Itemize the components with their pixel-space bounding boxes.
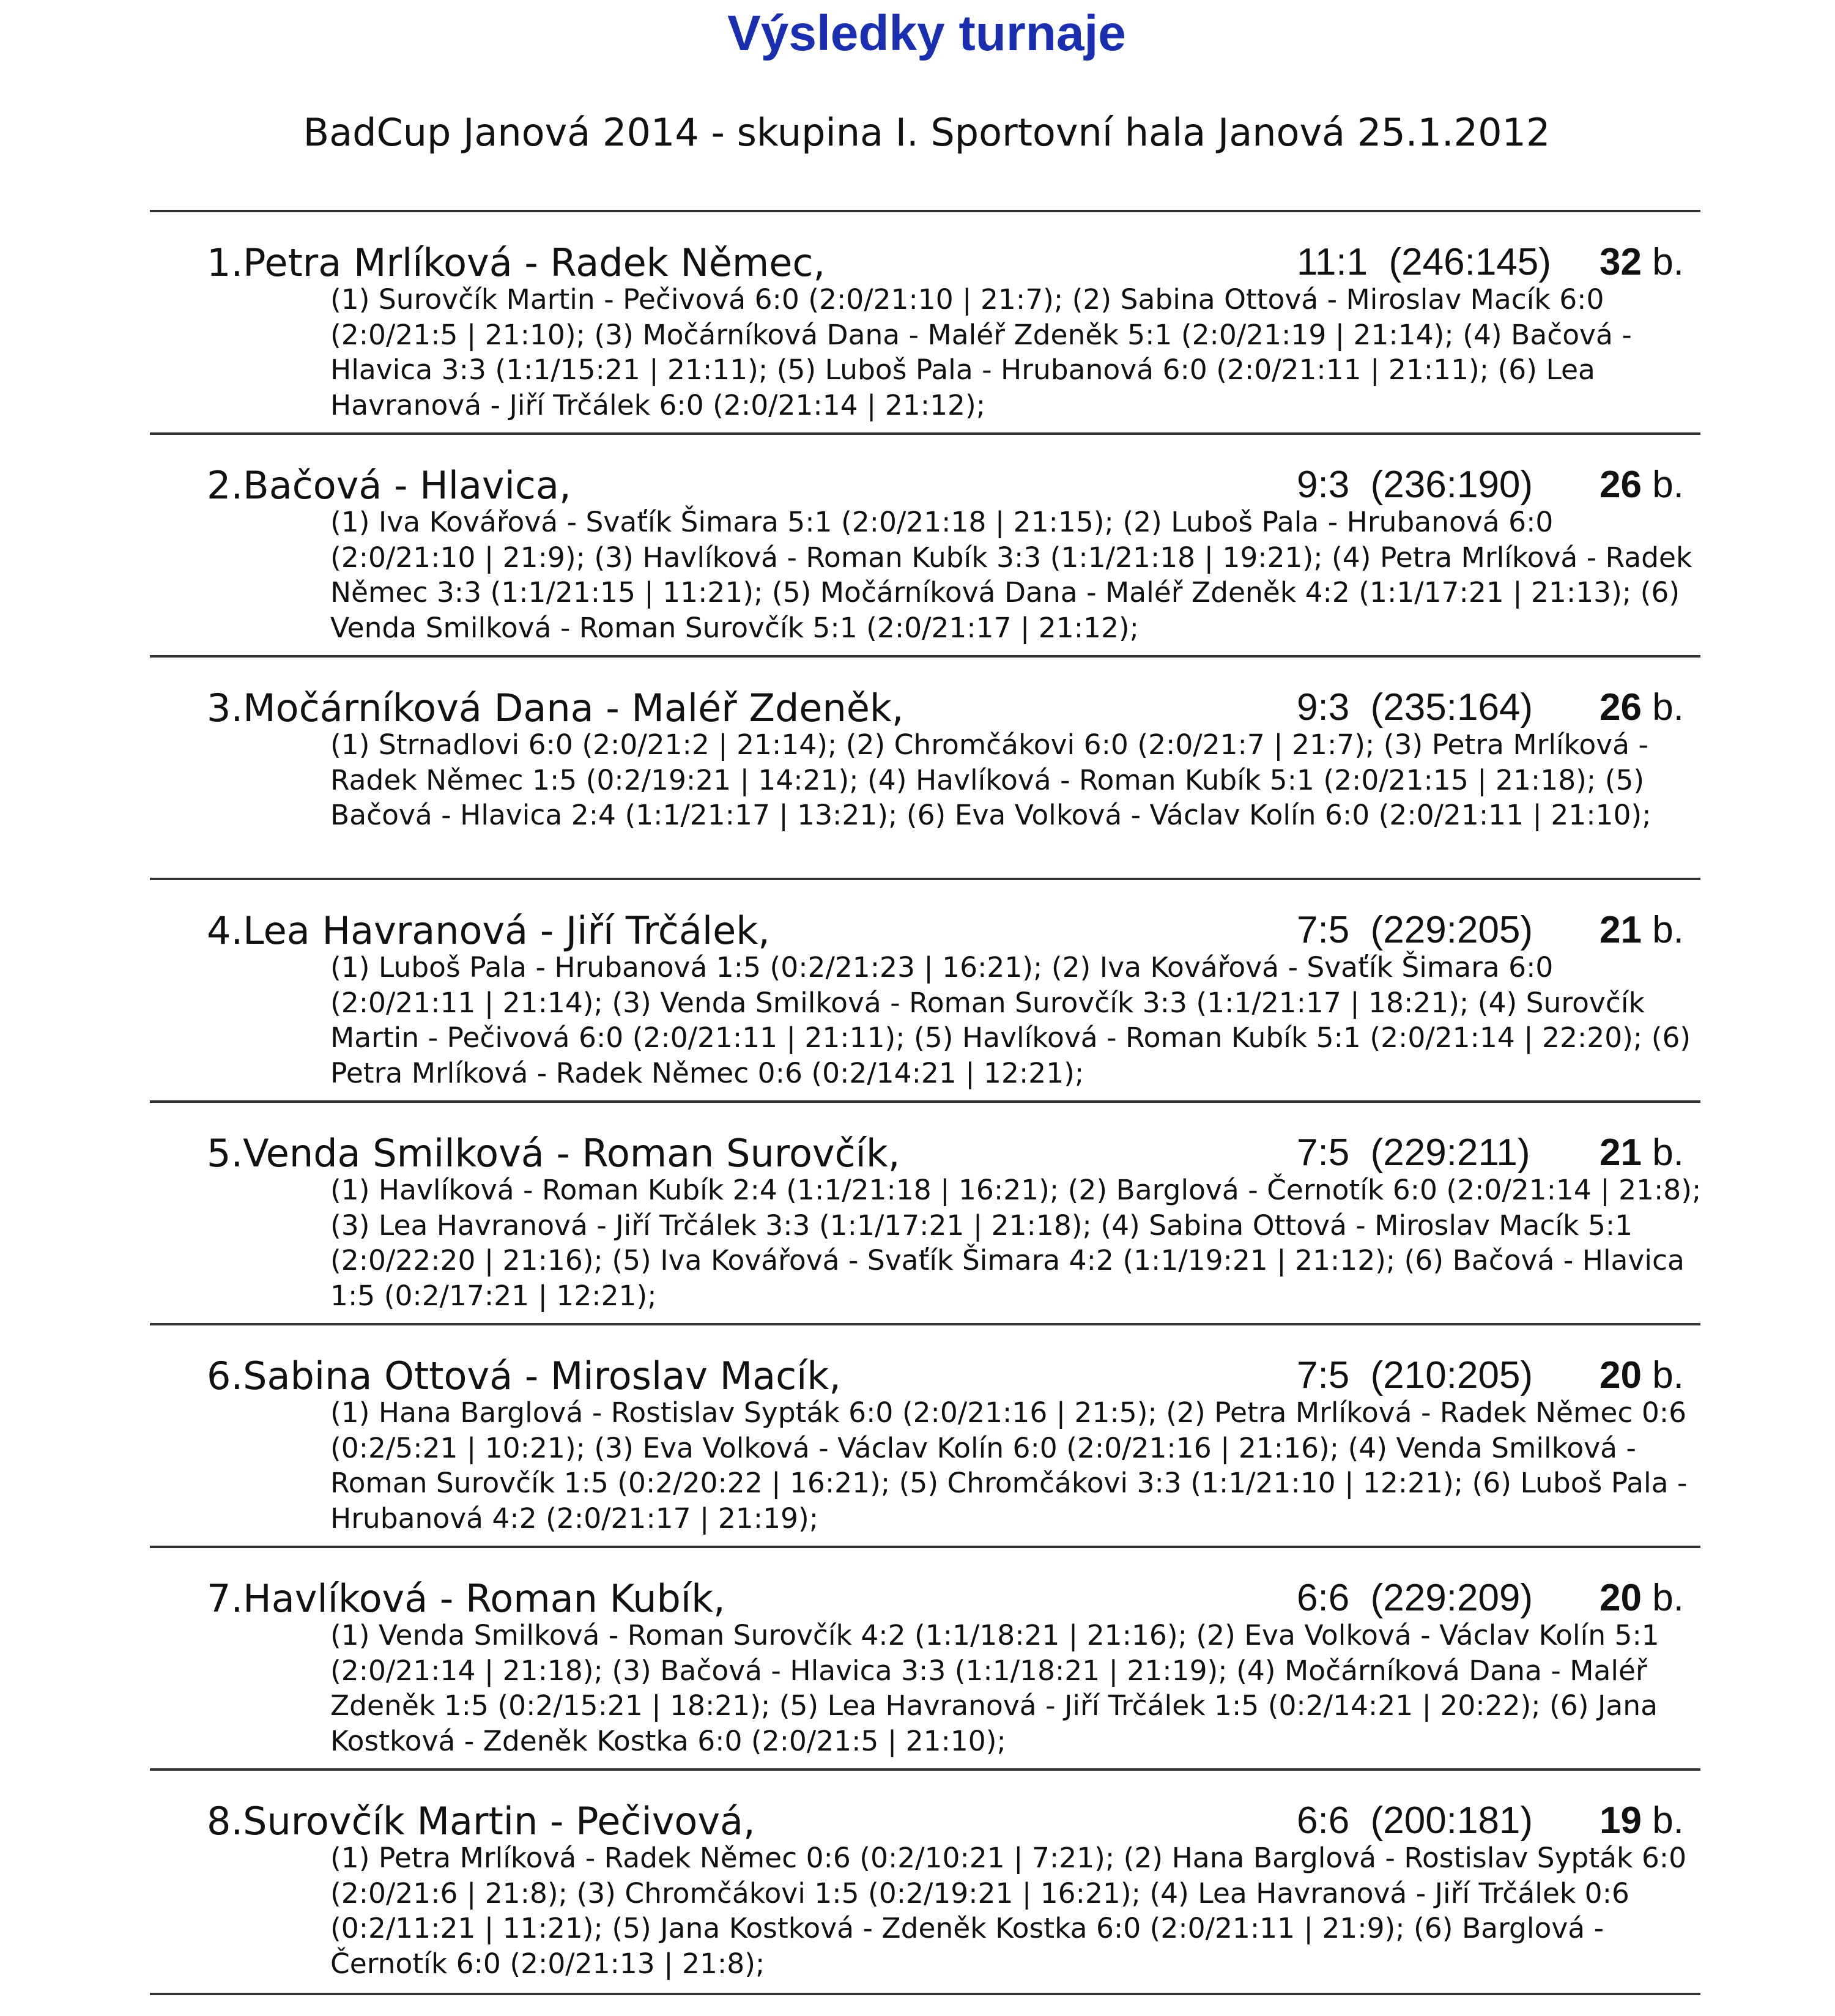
record: 7:5	[1297, 1132, 1350, 1174]
divider	[150, 878, 1700, 880]
score: (229:205)	[1370, 909, 1533, 951]
score: (236:190)	[1370, 464, 1533, 506]
points	[1600, 908, 1684, 952]
team-name	[207, 463, 571, 508]
points-value: 26	[1600, 686, 1642, 728]
points-value: 21	[1600, 909, 1642, 951]
games-list: (1) Venda Smilková - Roman Surovčík 4:2 (1:1/18:21 | 21:16); (2) Eva Volková - Václav Kolín 5:1 (2:0/21:14 | 21:18); (3) Bačová - Hlavica 3:3 (1:1/18:21 | 21:19); (4) Močárníková Dana - Maléř Zdeněk 1:5 (0:2/15:21 | 18:21); (5) Lea Havranová - Jiří Trčálek 1:5 (0:2/14:21 | 20:22); (6) Jana Kostková - Zdeněk Kostka 6:0 (2:0/21:5 | 21:10);	[330, 1619, 1659, 1757]
score: (246:145)	[1388, 241, 1551, 283]
team: Venda Smilková - Roman Surovčík,	[243, 1131, 900, 1176]
record: 9:3	[1297, 686, 1350, 728]
result-entry	[0, 1131, 1835, 1312]
games-list: (1) Havlíková - Roman Kubík 2:4 (1:1/21:18 | 16:21); (2) Barglová - Černotík 6:0 (2:0/21:14 | 21:8); (3) Lea Havranová - Jiří Trčálek 3:3 (1:1/17:21 | 21:18); (4) Sabina Ottová - Miroslav Macík 5:1 (2:0/22:20 | 21:16); (5) Iva Kovářová - Svaťík Šimara 4:2 (1:1/19:21 | 21:12); (6) Bačová - Hlavica 1:5 (0:2/17:21 | 12:21);	[330, 1174, 1702, 1312]
record: 7:5	[1297, 1354, 1350, 1396]
match-record	[1297, 908, 1533, 952]
points-unit: b.	[1652, 686, 1684, 728]
points-value: 21	[1600, 1132, 1642, 1174]
points-unit: b.	[1652, 464, 1684, 506]
page-title: Výsledky turnaje	[727, 6, 1126, 61]
team-name	[207, 1131, 900, 1176]
points	[1600, 1576, 1684, 1620]
score: (200:181)	[1370, 1799, 1533, 1842]
result-entry	[0, 1576, 1835, 1757]
divider	[150, 1100, 1700, 1103]
team-name	[207, 1576, 725, 1621]
result-entry	[0, 1354, 1835, 1535]
rank: 7.	[207, 1576, 243, 1621]
team-name	[207, 1799, 755, 1844]
rank: 5.	[207, 1131, 243, 1176]
result-entry	[0, 1799, 1835, 1980]
record: 6:6	[1297, 1577, 1350, 1619]
games-list: (1) Hana Barglová - Rostislav Sypták 6:0 (2:0/21:16 | 21:5); (2) Petra Mrlíková - Radek Němec 0:6 (0:2/5:21 | 10:21); (3) Eva Volková - Václav Kolín 6:0 (2:0/21:16 | 21:16); (4) Venda Smilková - Roman Surovčík 1:5 (0:2/20:22 | 16:21); (5) Chromčákovi 3:3 (1:1/21:10 | 12:21); (6) Luboš Pala - Hrubanová 4:2 (2:0/21:17 | 21:19);	[330, 1396, 1688, 1535]
points-unit: b.	[1652, 241, 1684, 283]
team: Lea Havranová - Jiří Trčálek,	[243, 908, 770, 953]
rank: 8.	[207, 1799, 243, 1844]
team-name	[207, 686, 904, 730]
record: 11:1	[1297, 241, 1368, 283]
score: (210:205)	[1370, 1354, 1533, 1396]
team-name	[207, 1354, 841, 1398]
result-entry	[0, 908, 1835, 1089]
team: Petra Mrlíková - Radek Němec,	[243, 240, 826, 285]
divider	[150, 1768, 1700, 1771]
points	[1600, 463, 1684, 506]
points-unit: b.	[1652, 1354, 1684, 1396]
games-list: (1) Iva Kovářová - Svaťík Šimara 5:1 (2:0/21:18 | 21:15); (2) Luboš Pala - Hrubanová 6:0 (2:0/21:10 | 21:9); (3) Havlíková - Roman Kubík 3:3 (1:1/21:18 | 19:21); (4) Petra Mrlíková - Radek Němec 3:3 (1:1/21:15 | 11:21); (5) Močárníková Dana - Maléř Zdeněk 4:2 (1:1/17:21 | 21:13); (6) Venda Smilková - Roman Surovčík 5:1 (2:0/21:17 | 21:12);	[330, 506, 1692, 644]
points-unit: b.	[1652, 1799, 1684, 1842]
divider	[150, 1993, 1700, 1995]
team: Bačová - Hlavica,	[243, 463, 571, 508]
rank: 6.	[207, 1354, 243, 1398]
match-record	[1297, 1131, 1530, 1174]
games-list: (1) Petra Mrlíková - Radek Němec 0:6 (0:2/10:21 | 7:21); (2) Hana Barglová - Rostislav Sypták 6:0 (2:0/21:6 | 21:8); (3) Chromčákovi 1:5 (0:2/19:21 | 16:21); (4) Lea Havranová - Jiří Trčálek 0:6 (0:2/11:21 | 11:21); (5) Jana Kostková - Zdeněk Kostka 6:0 (2:0/21:11 | 21:9); (6) Barglová - Černotík 6:0 (2:0/21:13 | 21:8);	[330, 1842, 1687, 1980]
result-entry	[0, 463, 1835, 644]
points	[1600, 686, 1684, 729]
score: (235:164)	[1370, 686, 1533, 728]
match-record	[1297, 240, 1551, 284]
divider	[150, 432, 1700, 435]
score: (229:209)	[1370, 1577, 1533, 1619]
points-value: 20	[1600, 1577, 1642, 1619]
team-name	[207, 908, 770, 953]
tournament-subtitle: BadCup Janová 2014 - skupina I. Sportovní hala Janová 25.1.2012	[303, 110, 1551, 155]
match-record	[1297, 1799, 1533, 1842]
games-list: (1) Strnadlovi 6:0 (2:0/21:2 | 21:14); (2) Chromčákovi 6:0 (2:0/21:7 | 21:7); (3) Petra Mrlíková - Radek Němec 1:5 (0:2/19:21 | 14:21); (4) Havlíková - Roman Kubík 5:1 (2:0/21:15 | 21:18); (5) Bačová - Hlavica 2:4 (1:1/21:17 | 13:21); (6) Eva Volková - Václav Kolín 6:0 (2:0/21:11 | 21:10);	[330, 728, 1652, 831]
team: Sabina Ottová - Miroslav Macík,	[243, 1354, 842, 1398]
team: Surovčík Martin - Pečivová,	[243, 1799, 755, 1844]
rank: 3.	[207, 686, 243, 730]
divider	[150, 1546, 1700, 1548]
points	[1600, 1354, 1684, 1397]
games-list: (1) Surovčík Martin - Pečivová 6:0 (2:0/21:10 | 21:7); (2) Sabina Ottová - Miroslav Macík 6:0 (2:0/21:5 | 21:10); (3) Močárníková Dana - Maléř Zdeněk 5:1 (2:0/21:19 | 21:14); (4) Bačová - Hlavica 3:3 (1:1/15:21 | 21:11); (5) Luboš Pala - Hrubanová 6:0 (2:0/21:11 | 21:11); (6) Lea Havranová - Jiří Trčálek 6:0 (2:0/21:14 | 21:12);	[330, 283, 1632, 421]
team: Močárníková Dana - Maléř Zdeněk,	[243, 686, 904, 730]
score: (229:211)	[1370, 1132, 1530, 1174]
points	[1600, 1799, 1684, 1842]
result-entry	[0, 240, 1835, 421]
record: 6:6	[1297, 1799, 1350, 1842]
divider	[150, 655, 1700, 658]
divider	[150, 1323, 1700, 1325]
record: 9:3	[1297, 464, 1350, 506]
points	[1600, 1131, 1684, 1174]
match-record	[1297, 1354, 1533, 1397]
rank: 4.	[207, 908, 243, 953]
team: Havlíková - Roman Kubík,	[243, 1576, 725, 1621]
result-entry	[0, 686, 1835, 831]
points-value: 19	[1600, 1799, 1642, 1842]
points	[1600, 240, 1684, 284]
points-value: 32	[1600, 241, 1642, 283]
team-name	[207, 240, 825, 285]
rank: 2.	[207, 463, 243, 508]
match-record	[1297, 463, 1533, 506]
games-list: (1) Luboš Pala - Hrubanová 1:5 (0:2/21:23 | 16:21); (2) Iva Kovářová - Svaťík Šimara 6:0 (2:0/21:11 | 21:14); (3) Venda Smilková - Roman Surovčík 3:3 (1:1/21:17 | 18:21); (4) Surovčík Martin - Pečivová 6:0 (2:0/21:11 | 21:11); (5) Havlíková - Roman Kubík 5:1 (2:0/21:14 | 22:20); (6) Petra Mrlíková - Radek Němec 0:6 (0:2/14:21 | 12:21);	[330, 951, 1691, 1089]
points-unit: b.	[1652, 1577, 1684, 1619]
divider	[150, 210, 1700, 212]
match-record	[1297, 686, 1533, 729]
points-unit: b.	[1652, 909, 1684, 951]
record: 7:5	[1297, 909, 1350, 951]
points-value: 20	[1600, 1354, 1642, 1396]
match-record	[1297, 1576, 1533, 1620]
points-unit: b.	[1652, 1132, 1684, 1174]
points-value: 26	[1600, 464, 1642, 506]
rank: 1.	[207, 240, 243, 285]
